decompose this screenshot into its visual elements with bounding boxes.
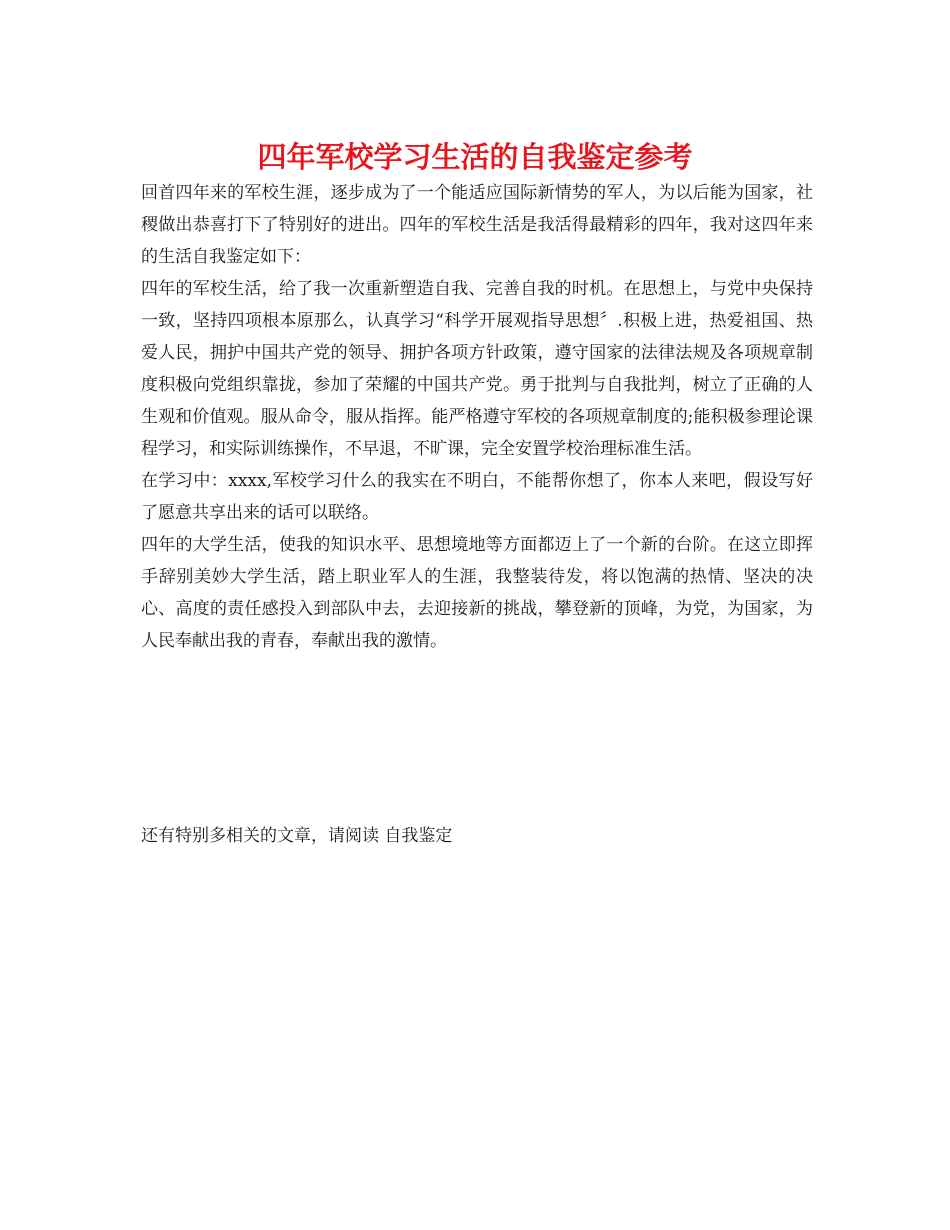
paragraph-conclusion: 四年的大学生活，使我的知识水平、思想境地等方面都迈上了一个新的台阶。在这立即挥手辞别美妙大学生活，踏上职业军人的生涯，我整装待发，将以饱满的热情、坚决的决心、高度的责任感投入到部队中去，去迎接新的挑战，攀登新的顶峰，为党，为国家，为人民奉献出我的青春，奉献出我的激情。 <box>141 535 813 651</box>
related-articles-prefix: 还有特别多相关的文章，请阅读 <box>141 826 385 846</box>
related-articles-note <box>141 820 813 852</box>
paragraph-ideology: 四年的军校生活，给了我一次重新塑造自我、完善自我的时机。在思想上，与党中央保持一致，坚持四项根本原那么，认真学习“科学开展观指导思想〞.积极上进，热爱祖国、热爱人民，拥护中国共产党的领导、拥护各项方针政策，遵守国家的法律法规及各项规章制度积极向党组织靠拢，参加了荣耀的中国共产党。勇于批判与自我批判，树立了正确的人生观和价值观。服从命令，服从指挥。能严格遵守军校的各项规章制度的;能积极参理论课程学习，和实际训练操作，不早退，不旷课，完全安置学校治理标准生活。 <box>141 279 813 459</box>
paragraph-study: 在学习中：xxxx,军校学习什么的我实在不明白，不能帮你想了，你本人来吧，假设写好了愿意共享出来的话可以联络。 <box>141 471 813 523</box>
document-body <box>141 177 813 657</box>
paragraph-intro: 回首四年来的军校生涯，逐步成为了一个能适应国际新情势的军人，为以后能为国家，社稷做出恭喜打下了特别好的进出。四年的军校生活是我活得最精彩的四年，我对这四年来的生活自我鉴定如下： <box>141 183 813 267</box>
related-articles-link[interactable]: 自我鉴定 <box>384 826 453 846</box>
document-title: 四年军校学习生活的自我鉴定参考 <box>257 140 693 174</box>
